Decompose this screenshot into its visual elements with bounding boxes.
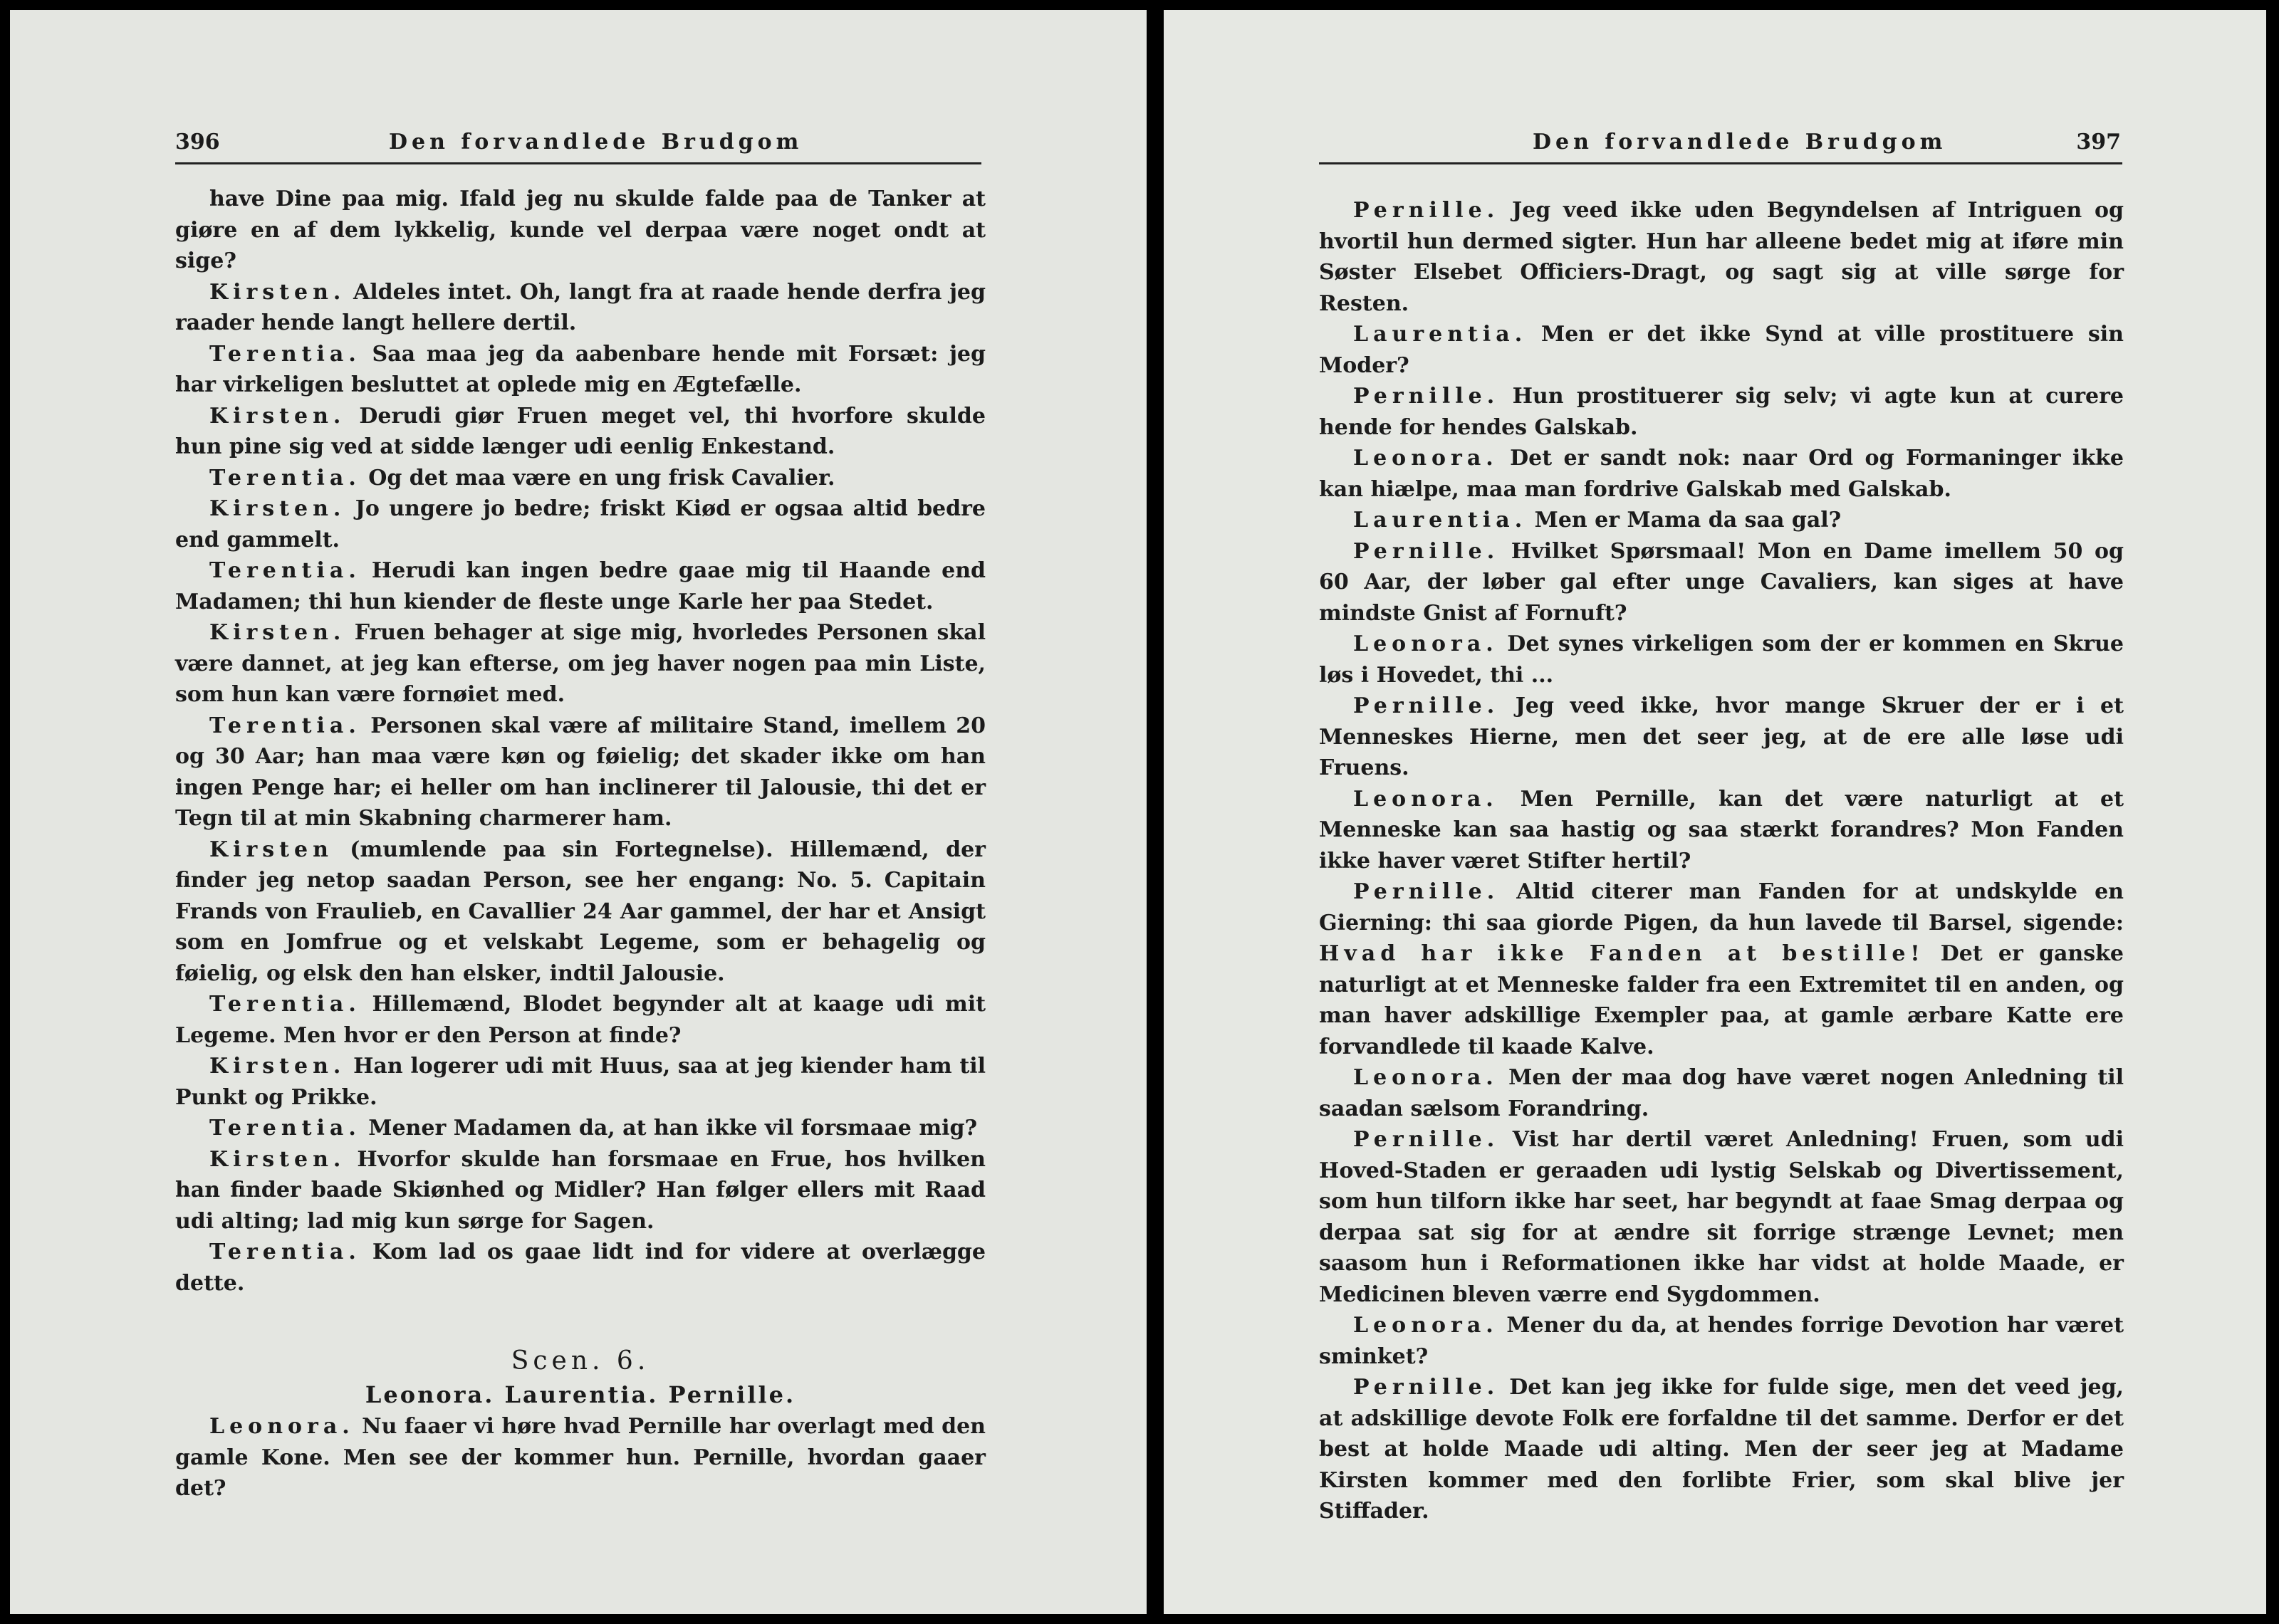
dialogue-paragraph (1319, 505, 2124, 536)
speaker-name: Pernille. (1353, 879, 1500, 904)
right-body-text (1319, 195, 2124, 1527)
speaker-name: Kirsten. (209, 1054, 346, 1079)
right-running-title: Den forvandlede Brudgom (1533, 130, 1947, 154)
dialogue-paragraph (1319, 876, 2124, 1062)
dialogue-paragraph (1319, 1124, 2124, 1310)
dialogue-paragraph (1319, 1372, 2124, 1527)
speaker-name: Kirsten. (209, 620, 346, 645)
dialogue-paragraph (175, 401, 986, 463)
speaker-name: Leonora. (1353, 632, 1498, 656)
dialogue-text: Det er ganske naturligt at et Menneske falder fra een Extremitet til en anden, og man haver adskillige Exempler paa, at gamle ærbare Katte ere forvandlede til kaade Kalve. (1319, 941, 2124, 1059)
dialogue-paragraph (175, 493, 986, 555)
dialogue-text: Det synes virkeligen som der er kommen en Skrue løs i Hovedet, thi ... (1319, 632, 2124, 688)
speaker-name: Pernille. (1353, 384, 1500, 409)
speaker-name: Terentia. (209, 465, 361, 491)
dialogue-paragraph (175, 277, 986, 339)
dialogue-text: (mumlende paa sin Fortegnelse). Hillemænd, der finder jeg netop saadan Person, see her engang: No. 5. Capitain Frands von Fraulieb, en Cavallier 24 Aar gammel, der har et Ansigt som en Jomfrue og et velskabt Legeme, som er behagelig og føielig, og elsk den han elsker, indtil Jalousie. (175, 837, 986, 986)
dialogue-text: Kom lad os gaae lidt ind for videre at overlægge dette. (175, 1240, 986, 1296)
dialogue-text: Hun prostituerer sig selv; vi agte kun at curere hende for hendes Galskab. (1319, 384, 2124, 440)
dialogue-paragraph (175, 184, 986, 277)
left-running-title: Den forvandlede Brudgom (389, 130, 803, 154)
speaker-name: Pernille. (1353, 693, 1500, 718)
dialogue-paragraph (175, 1411, 986, 1504)
left-page-header (175, 128, 981, 164)
dialogue-paragraph (175, 339, 986, 401)
speaker-name: Pernille. (1353, 1127, 1500, 1152)
speaker-name: Terentia. (209, 558, 361, 583)
dialogue-paragraph (175, 1237, 986, 1299)
right-dialogue (1319, 195, 2124, 1527)
speaker-name: Kirsten. (209, 1146, 346, 1172)
speaker-name: Terentia. (209, 1240, 361, 1264)
dialogue-text: Men er Mama da saa gal? (1527, 508, 1842, 533)
dialogue-text: Han logerer udi mit Huus, saa at jeg kiender ham til Punkt og Prikke. (175, 1054, 986, 1110)
speaker-name: Kirsten. (209, 403, 346, 429)
dialogue-text: have Dine paa mig. Ifald jeg nu skulde falde paa de Tanker at giøre en af dem lykkelig, kunde vel derpaa være noget ondt at sige? (175, 187, 986, 273)
dialogue-text: Men der maa dog have været nogen Anledning til saadan sælsom Forandring. (1319, 1065, 2124, 1121)
right-page (1164, 10, 2266, 1614)
dialogue-text: Jo ungere jo bedre; friskt Kiød er ogsaa altid bedre end gammelt. (175, 496, 986, 552)
dialogue-text: Personen skal være af militaire Stand, imellem 20 og 30 Aar; han maa være køn og føielig; det skader ikke om han ingen Penge har; ei heller om han inclinerer til Jalousie, thi det er Tegn til at min Skabning charmerer ham. (175, 713, 986, 831)
speaker-name: Kirsten (209, 837, 333, 862)
dialogue-paragraph (1319, 784, 2124, 877)
dialogue-paragraph (175, 555, 986, 617)
speaker-name: Pernille. (1353, 1375, 1500, 1400)
speaker-name: Terentia. (209, 341, 361, 367)
dialogue-text: Derudi giør Fruen meget vel, thi hvorfore skulde hun pine sig ved at sidde længer udi eenlig Enkestand. (175, 403, 986, 459)
dialogue-text: Men Pernille, kan det være naturligt at et Menneske kan saa hastig og saa stærkt forandres? Mon Fanden ikke haver været Stifter hertil? (1319, 786, 2124, 874)
speaker-name: Pernille. (1353, 198, 1500, 223)
dialogue-text: Det er sandt nok: naar Ord og Formaninger ikke kan hiælpe, maa man fordrive Galskab med Galskab. (1319, 446, 2124, 502)
speaker-name: Terentia. (209, 992, 361, 1017)
left-page-number: 396 (175, 130, 220, 154)
speaker-name: Laurentia. (1353, 322, 1528, 347)
dialogue-text: Det kan jeg ikke for fulde sige, men det veed jeg, at adskillige devote Folk ere forfaldne til det samme. Derfor er det best at holde Maade udi alting. Men der seer jeg at Madame Kirsten kommer med den forlibte Frier, som skal blive jer Stiffader. (1319, 1375, 2124, 1524)
speaker-name: Terentia. (209, 1116, 361, 1141)
speaker-name: Leonora. (1353, 446, 1498, 471)
speaker-name: Pernille. (1353, 538, 1500, 564)
dialogue-text: Jeg veed ikke, hvor mange Skruer der er i et Menneskes Hierne, men det seer jeg, at de ere alle løse udi Fruens. (1319, 693, 2124, 780)
dialogue-text: Og det maa være en ung frisk Cavalier. (360, 465, 835, 491)
dialogue-paragraph (175, 1144, 986, 1237)
left-dialogue-before-scene (175, 184, 986, 1299)
speaker-name: Leonora. (1353, 786, 1498, 812)
dialogue-paragraph (175, 617, 986, 711)
dialogue-text: Fruen behager at sige mig, hvorledes Personen skal være dannet, at jeg kan efterse, om jeg haver nogen paa min Liste, som hun kan være fornøiet med. (175, 620, 986, 707)
dialogue-paragraph (175, 711, 986, 834)
scene-title: Scen. 6. (511, 1346, 650, 1376)
dialogue-paragraph (1319, 629, 2124, 691)
dialogue-paragraph (1319, 1310, 2124, 1372)
dialogue-paragraph (1319, 536, 2124, 629)
dialogue-text: Aldeles intet. Oh, langt fra at raade hende derfra jeg raader hende langt hellere dertil. (175, 279, 986, 335)
dialogue-text: Vist har dertil været Anledning! Fruen, som udi Hoved-Staden er geraaden udi lystig Selskab og Divertissement, som hun tilforn ikke har seet, har begyndt at faae Smag derpaa og derpaa sat sig for at ændre sit forrige strænge Levnet; men saasom hun i Reformationen ikke har vidst at holde Maade, er Medicinen bleven værre end Sygdommen. (1319, 1127, 2124, 1307)
dialogue-text: Hvorfor skulde han forsmaae en Frue, hos hvilken han finder baade Skiønhed og Midler? Han følger ellers mit Raad udi alting; lad mig kun sørge for Sagen. (175, 1146, 986, 1234)
dialogue-paragraph (1319, 691, 2124, 784)
left-dialogue-after-scene (175, 1411, 986, 1504)
dialogue-text: Hvilket Spørsmaal! Mon en Dame imellem 50 og 60 Aar, der løber gal efter unge Cavaliers, kan siges at have mindste Gnist af Fornuft? (1319, 538, 2124, 626)
scene-heading (175, 1344, 986, 1411)
speaker-name: Kirsten. (209, 496, 346, 521)
dialogue-paragraph (1319, 1062, 2124, 1124)
dialogue-paragraph (175, 1051, 986, 1113)
dialogue-text: Herudi kan ingen bedre gaae mig til Haande end Madamen; thi hun kiender de fleste unge Karle her paa Stedet. (175, 558, 986, 614)
speaker-name: Kirsten. (209, 279, 346, 305)
dialogue-paragraph (1319, 195, 2124, 319)
dialogue-text: Mener du da, at hendes forrige Devotion har været sminket? (1319, 1313, 2124, 1369)
scene-cast: Leonora. Laurentia. Pernille. (365, 1381, 796, 1408)
dialogue-text: Nu faaer vi høre hvad Pernille har overlagt med den gamle Kone. Men see der kommer hun. Pernille, hvordan gaaer det? (175, 1414, 986, 1501)
right-page-number: 397 (2076, 130, 2121, 154)
dialogue-text: Men er det ikke Synd at ville prostituere sin Moder? (1319, 322, 2124, 378)
dialogue-text: Saa maa jeg da aabenbare hende mit Forsæt: jeg har virkeligen besluttet at oplede mig en Ægtefælle. (175, 341, 986, 397)
dialogue-paragraph (175, 834, 986, 990)
dialogue-paragraph (1319, 381, 2124, 443)
dialogue-text: Hillemænd, Blodet begynder alt at kaage udi mit Legeme. Men hvor er den Person at finde? (175, 992, 986, 1048)
left-body-text (175, 184, 986, 1504)
dialogue-text: Jeg veed ikke uden Begyndelsen af Intriguen og hvortil hun dermed sigter. Hun har alleene bedet mig at iføre min Søster Elsebet Officiers-Dragt, og sagt sig at ville sørge for Resten. (1319, 198, 2124, 316)
speaker-name: Laurentia. (1353, 508, 1528, 533)
speaker-name: Leonora. (1353, 1065, 1498, 1090)
dialogue-text: Altid citerer man Fanden for at undskylde en Gierning: thi saa giorde Pigen, da hun lavede til Barsel, sigende: (1319, 879, 2124, 936)
speaker-name: Terentia. (209, 713, 361, 738)
dialogue-paragraph (1319, 319, 2124, 381)
speaker-name: Leonora. (209, 1414, 355, 1439)
dialogue-paragraph (175, 1113, 986, 1144)
dialogue-text: Mener Madamen da, at han ikke vil forsmaae mig? (360, 1116, 978, 1141)
dialogue-paragraph (1319, 443, 2124, 505)
dialogue-paragraph (175, 463, 986, 494)
speaker-name: Leonora. (1353, 1313, 1498, 1338)
spaced-emphasis: Hvad har ikke Fanden at bestille! (1319, 941, 1925, 966)
right-page-header (1319, 128, 2122, 164)
dialogue-paragraph (175, 989, 986, 1051)
left-page (10, 10, 1147, 1614)
